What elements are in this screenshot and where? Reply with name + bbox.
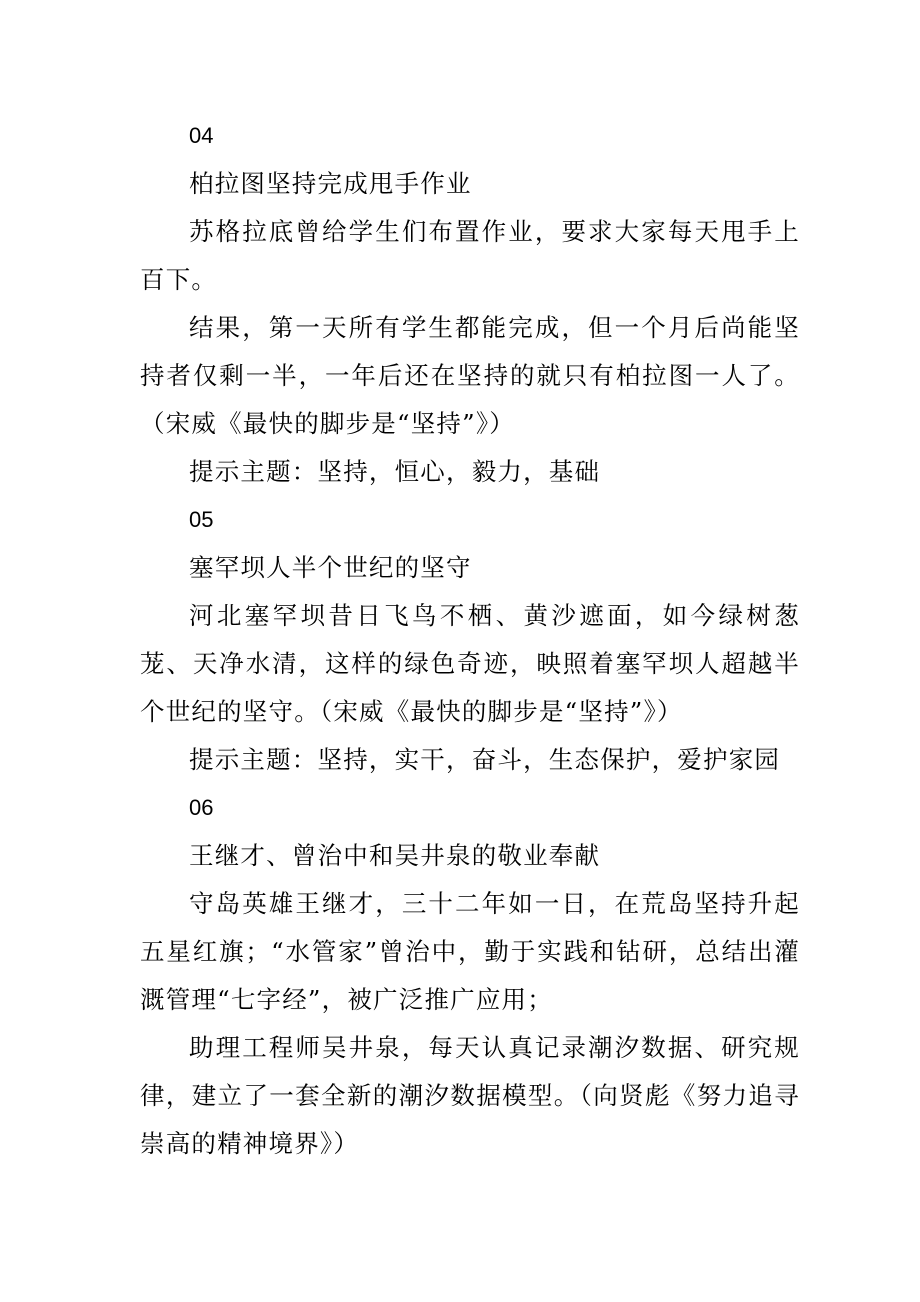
body-paragraph: 苏格拉底曾给学生们布置作业，要求大家每天甩手上百下。: [140, 217, 800, 294]
document-page: [140, 112, 800, 1168]
section-number: 04: [189, 123, 214, 148]
theme-hint: 提示主题：坚持，恒心，毅力，基础: [189, 457, 601, 486]
body-paragraph: 守岛英雄王继才，三十二年如一日，在荒岛坚持升起五星红旗；“水管家”曾治中，勤于实践和钻研，总结出灌溉管理“七字经”，被广泛推广应用；: [140, 889, 800, 1014]
body-paragraph: 助理工程师吴井泉，每天认真记录潮汐数据、研究规律，建立了一套全新的潮汐数据模型。（向贤彪《努力追寻崇高的精神境界》）: [140, 1033, 800, 1158]
body-paragraph: 结果，第一天所有学生都能完成，但一个月后尚能坚持者仅剩一半，一年后还在坚持的就只有柏拉图一人了。（宋威《最快的脚步是“坚持”》）: [140, 313, 800, 438]
body-paragraph: 河北塞罕坝昔日飞鸟不栖、黄沙遮面，如今绿树葱茏、天净水清，这样的绿色奇迹，映照着塞罕坝人超越半个世纪的坚守。（宋威《最快的脚步是“坚持”》）: [140, 601, 800, 726]
theme-hint: 提示主题：坚持，实干，奋斗，生态保护，爱护家园: [189, 745, 781, 774]
section-number: 05: [189, 507, 214, 532]
section-title: 塞罕坝人半个世纪的坚守: [189, 553, 472, 582]
section-title: 王继才、曾治中和吴井泉的敬业奉献: [189, 841, 601, 870]
section-number: 06: [189, 795, 214, 820]
section-title: 柏拉图坚持完成甩手作业: [189, 169, 472, 198]
